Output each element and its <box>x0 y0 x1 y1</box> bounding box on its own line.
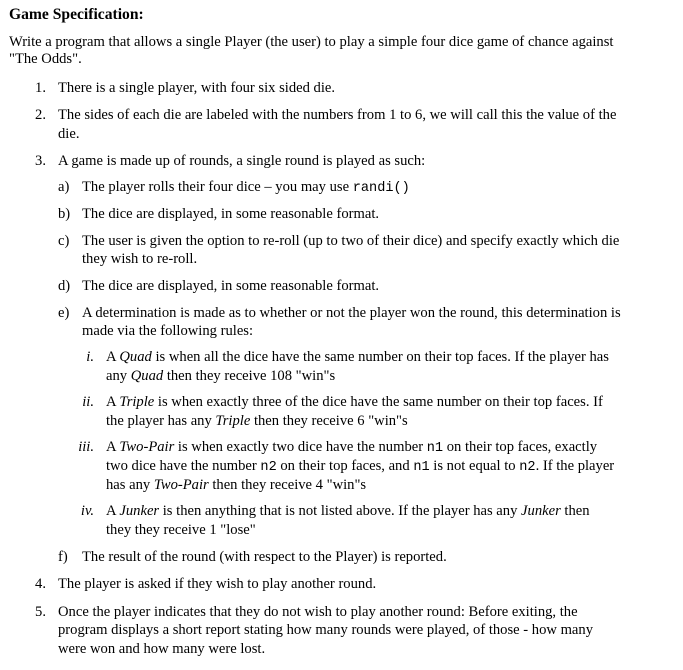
rule-quad-l2-post: then they receive 108 "win"s <box>163 368 336 384</box>
item-2-line-2: die. <box>58 126 80 142</box>
subitem-b-letter: b) <box>58 206 71 222</box>
rule-two-pair-l1-pre: A <box>106 439 120 455</box>
rule-iv-numeral: iv. <box>80 503 94 519</box>
triple-term: Triple <box>119 394 155 410</box>
rule-ii-numeral: ii. <box>82 394 94 410</box>
page-title: Game Specification: <box>9 6 144 23</box>
quad-term: Quad <box>130 368 164 384</box>
rule-quad-l1-pre: A <box>106 349 120 365</box>
rule-triple-line-1 <box>106 393 603 412</box>
subitem-c-line-1: The user is given the option to re-roll (up to two of their dice) and specify exactly which die <box>82 233 620 249</box>
subitem-a-letter: a) <box>58 179 70 195</box>
rule-two-pair-l2-post: . If the player <box>535 458 615 474</box>
rule-junker-l1-post: then <box>560 503 590 519</box>
subitem-c-line-2: they wish to re-roll. <box>82 251 198 267</box>
subitem-e-letter: e) <box>58 305 70 321</box>
rule-junker-line-1 <box>106 502 590 521</box>
intro-line-2: "The Odds". <box>9 51 82 67</box>
rule-i-numeral: i. <box>86 349 94 365</box>
subitem-d-letter: d) <box>58 278 71 294</box>
item-4-number: 4. <box>35 576 46 592</box>
subitem-c-letter: c) <box>58 233 70 249</box>
subitem-f-letter: f) <box>58 549 68 565</box>
rule-two-pair-l2-mid2: is not equal to <box>429 458 520 474</box>
item-2-line-1: The sides of each die are labeled with the numbers from 1 to 6, we will call this the value of the <box>58 107 617 123</box>
rule-triple-l1-pre: A <box>106 394 120 410</box>
rule-junker-l1-pre: A <box>106 503 120 519</box>
rule-two-pair-line-3 <box>106 476 366 495</box>
rule-quad-l2-pre: any <box>106 368 131 384</box>
rule-quad-line-2 <box>106 367 335 386</box>
rule-triple-l1-post: is when exactly three of the dice have the same number on their top faces. If <box>154 394 603 410</box>
rule-iii-numeral: iii. <box>78 439 94 455</box>
item-5-line-2: program displays a short report stating how many rounds were played, of those - how many <box>58 622 593 638</box>
quad-term: Quad <box>119 349 152 365</box>
rule-triple-l2-post: then they receive 6 "win"s <box>250 413 408 429</box>
rule-quad-line-1 <box>106 348 609 367</box>
junker-term: Junker <box>521 503 561 519</box>
item-4-text: The player is asked if they wish to play another round. <box>58 576 377 592</box>
rule-two-pair-l3-post: then they receive 4 "win"s <box>208 477 367 493</box>
n1-code: n1 <box>426 441 444 456</box>
rule-two-pair-l1-post: on their top faces, exactly <box>443 439 598 455</box>
subitem-d-text: The dice are displayed, in some reasonable format. <box>82 278 380 294</box>
two-pair-term: Two-Pair <box>153 477 209 493</box>
rule-junker-line-2: they they receive 1 "lose" <box>106 522 256 538</box>
two-pair-term: Two-Pair <box>119 439 175 455</box>
item-3-number: 3. <box>35 153 46 169</box>
subitem-f-text: The result of the round (with respect to the Player) is reported. <box>82 549 447 565</box>
subitem-e-line-2: made via the following rules: <box>82 323 254 339</box>
n2-code: n2 <box>519 460 536 475</box>
item-3-text: A game is made up of rounds, a single round is played as such: <box>58 153 426 169</box>
n2-code: n2 <box>260 460 277 475</box>
item-1-number: 1. <box>35 80 46 96</box>
subitem-e-line-1: A determination is made as to whether or not the player won the round, this determination is <box>82 305 621 321</box>
rule-two-pair-line-2 <box>106 457 614 477</box>
rule-junker-l1-mid: is then anything that is not listed above. If the player has any <box>159 503 522 519</box>
rule-triple-line-2 <box>106 412 408 431</box>
item-5-line-3: were won and how many were lost. <box>58 641 266 657</box>
subitem-a-prefix: The player rolls their four dice – you may use <box>82 179 353 195</box>
item-2-number: 2. <box>35 107 46 123</box>
triple-term: Triple <box>215 413 251 429</box>
rule-two-pair-l2-pre: two dice have the number <box>106 458 261 474</box>
rule-two-pair-l1-mid: is when exactly two dice have the number <box>174 439 427 455</box>
subitem-b-text: The dice are displayed, in some reasonable format. <box>82 206 380 222</box>
item-1-text: There is a single player, with four six sided die. <box>58 80 336 96</box>
subitem-a-text <box>82 178 410 198</box>
rule-two-pair-l3-pre: has any <box>106 477 154 493</box>
n1-code: n1 <box>413 460 430 475</box>
intro-line-1: Write a program that allows a single Player (the user) to play a simple four dice game of chance against <box>9 34 614 50</box>
rule-quad-l1-post: is when all the dice have the same number on their top faces. If the player has <box>151 349 609 365</box>
rule-two-pair-line-1 <box>106 438 597 458</box>
item-5-number: 5. <box>35 604 46 620</box>
rule-triple-l2-pre: the player has any <box>106 413 216 429</box>
junker-term: Junker <box>119 503 160 519</box>
rule-two-pair-l2-mid: on their top faces, and <box>276 458 414 474</box>
randi-code: randi() <box>352 181 410 196</box>
item-5-line-1: Once the player indicates that they do not wish to play another round: Before exiting, the <box>58 604 578 620</box>
